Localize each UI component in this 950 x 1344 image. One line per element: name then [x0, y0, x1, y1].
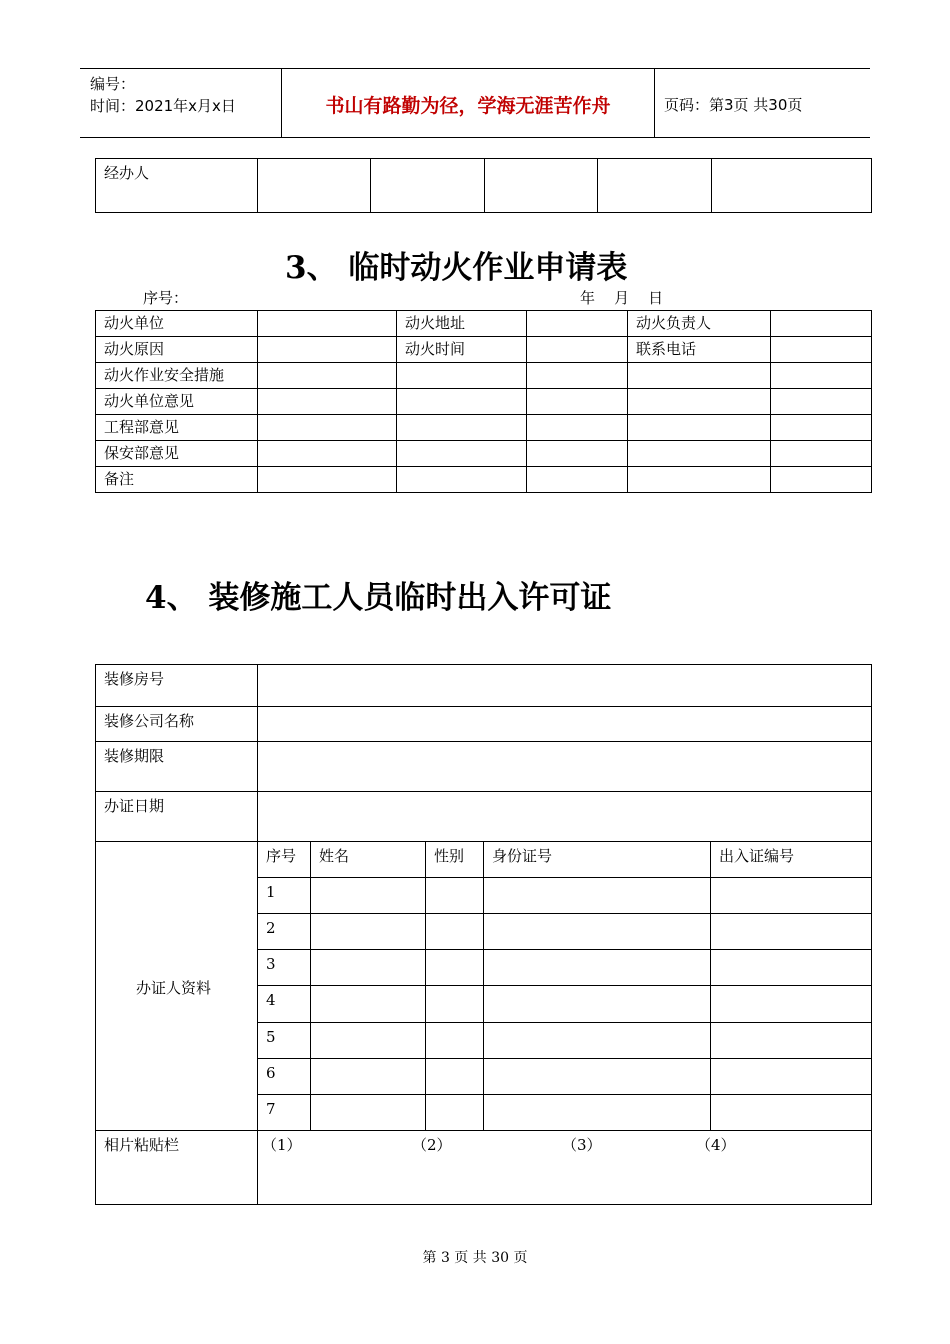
period-label: 装修期限 — [96, 742, 258, 792]
table-cell — [258, 311, 397, 337]
table-cell — [628, 441, 771, 467]
table-cell — [711, 950, 872, 986]
table-cell — [484, 878, 711, 914]
section4-title: 4、 装修施工人员临时出入许可证 — [145, 580, 612, 616]
access-permit-table — [95, 664, 872, 1205]
time-label: 时间：2021年x月x日 — [90, 97, 236, 115]
table-row — [96, 707, 872, 742]
table-cell — [771, 389, 872, 415]
table-cell — [711, 878, 872, 914]
row-number: 2 — [258, 914, 311, 950]
table-cell — [527, 311, 628, 337]
table-cell — [712, 159, 872, 213]
table-cell — [527, 337, 628, 363]
column-header: 姓名 — [311, 842, 426, 878]
serial-label: 序号： — [143, 289, 189, 307]
row-label: 动火作业安全措施 — [96, 363, 258, 389]
table-cell — [311, 950, 426, 986]
table-cell — [397, 467, 527, 493]
table-cell — [527, 415, 628, 441]
table-cell — [484, 1023, 711, 1059]
table-cell — [628, 415, 771, 441]
header-divider — [654, 69, 655, 137]
section3-title: 3、 临时动火作业申请表 — [285, 250, 628, 286]
row-label: 保安部意见 — [96, 441, 258, 467]
photo-area — [258, 1131, 872, 1205]
table-cell — [484, 1095, 711, 1131]
photo-slot: （2） — [412, 1136, 452, 1154]
row-number: 1 — [258, 878, 311, 914]
table-cell — [426, 1059, 484, 1095]
table-cell — [258, 665, 872, 707]
table-cell — [484, 914, 711, 950]
table-cell — [527, 389, 628, 415]
table-cell — [258, 363, 397, 389]
row-label: 动火单位意见 — [96, 389, 258, 415]
table-cell — [397, 363, 527, 389]
table-row — [96, 1131, 872, 1205]
table-cell — [484, 1059, 711, 1095]
table-cell — [771, 467, 872, 493]
number-label: 编号： — [90, 75, 136, 93]
table-cell — [628, 389, 771, 415]
person-info-label: 办证人资料 — [96, 842, 258, 1131]
table-row — [96, 311, 872, 337]
table-cell — [771, 311, 872, 337]
row-number: 3 — [258, 950, 311, 986]
column-header: 身份证号 — [484, 842, 711, 878]
page-footer: 第 3 页 共 30 页 — [422, 1250, 528, 1266]
table-cell — [426, 1023, 484, 1059]
table-cell — [258, 389, 397, 415]
table-row — [96, 337, 872, 363]
fire-leader-label: 动火负责人 — [628, 311, 771, 337]
table-cell — [711, 1059, 872, 1095]
table-cell — [258, 441, 397, 467]
column-header: 出入证编号 — [711, 842, 872, 878]
table-cell — [258, 159, 371, 213]
table-row — [96, 842, 872, 878]
photo-slot: （1） — [262, 1136, 302, 1154]
table-cell — [711, 1095, 872, 1131]
contact-phone-label: 联系电话 — [628, 337, 771, 363]
table-cell — [426, 986, 484, 1023]
table-row — [96, 415, 872, 441]
table-cell — [258, 707, 872, 742]
fire-time-label: 动火时间 — [397, 337, 527, 363]
table-cell — [711, 986, 872, 1023]
fire-address-label: 动火地址 — [397, 311, 527, 337]
table-cell — [527, 467, 628, 493]
table-cell — [628, 363, 771, 389]
fire-unit-label: 动火单位 — [96, 311, 258, 337]
table-cell — [426, 914, 484, 950]
table-row — [96, 792, 872, 842]
table-row — [96, 389, 872, 415]
table-cell — [484, 986, 711, 1023]
column-header: 性别 — [426, 842, 484, 878]
table-cell — [711, 914, 872, 950]
table-cell — [771, 363, 872, 389]
table-cell — [258, 792, 872, 842]
table-cell — [258, 742, 872, 792]
fire-reason-label: 动火原因 — [96, 337, 258, 363]
table-cell — [771, 415, 872, 441]
table-cell — [397, 441, 527, 467]
photo-label: 相片粘贴栏 — [96, 1131, 258, 1205]
table-row — [96, 363, 872, 389]
table-cell — [771, 337, 872, 363]
header-motto: 书山有路勤为径，学海无涯苦作舟 — [325, 95, 611, 117]
table-cell — [426, 878, 484, 914]
table-cell — [311, 1023, 426, 1059]
page-header — [80, 68, 870, 138]
table-cell — [628, 467, 771, 493]
table-cell — [485, 159, 598, 213]
row-number: 5 — [258, 1023, 311, 1059]
table-cell — [258, 467, 397, 493]
table-cell — [598, 159, 712, 213]
table-cell — [371, 159, 485, 213]
table-cell — [258, 337, 397, 363]
table-cell — [527, 441, 628, 467]
row-number: 4 — [258, 986, 311, 1023]
table-cell — [311, 1059, 426, 1095]
table-cell — [527, 363, 628, 389]
hot-work-table — [95, 310, 872, 493]
row-number: 7 — [258, 1095, 311, 1131]
table-cell — [311, 878, 426, 914]
company-label: 装修公司名称 — [96, 707, 258, 742]
date-label: 年 月 日 — [580, 289, 664, 307]
room-label: 装修房号 — [96, 665, 258, 707]
photo-slot: （4） — [696, 1136, 736, 1154]
table-cell — [397, 389, 527, 415]
row-label: 工程部意见 — [96, 415, 258, 441]
table-cell — [484, 950, 711, 986]
issue-date-label: 办证日期 — [96, 792, 258, 842]
table-row — [96, 742, 872, 792]
table-cell — [426, 950, 484, 986]
row-label: 备注 — [96, 467, 258, 493]
table-cell — [397, 415, 527, 441]
header-meta — [90, 73, 236, 117]
table-cell — [311, 1095, 426, 1131]
header-page-info: 页码：第3页 共30页 — [664, 96, 803, 114]
table-row — [96, 441, 872, 467]
photo-slot: （3） — [562, 1136, 602, 1154]
handler-label: 经办人 — [96, 159, 258, 213]
handler-table — [95, 158, 872, 213]
table-row — [96, 467, 872, 493]
table-cell — [311, 914, 426, 950]
table-row — [96, 665, 872, 707]
table-cell — [771, 441, 872, 467]
table-cell — [711, 1023, 872, 1059]
column-header: 序号 — [258, 842, 311, 878]
table-cell — [258, 415, 397, 441]
row-number: 6 — [258, 1059, 311, 1095]
table-cell — [426, 1095, 484, 1131]
table-cell — [311, 986, 426, 1023]
